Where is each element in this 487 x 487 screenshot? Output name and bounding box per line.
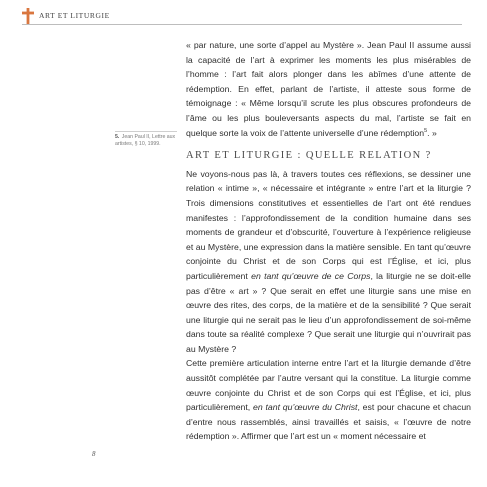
paragraph-2-text-b: , la liturgie ne se doit-elle pas d’être « art » ? Que serait en effet une liturgie sans une mise en œuvre des rites, des corps, de la matière et de la sensibilité ? Que serait une liturgie qui ne serait pas le lieu d’un approfondissement de soi-même dans toute sa réalité complexe ? Que serait une liturgie qui n’ouvrirait pas au Mystère ? — [186, 270, 471, 354]
footnote-text: Jean Paul II, Lettre aux artistes, § 10, 1999. — [115, 134, 176, 147]
paragraph-3-emphasis: en tant qu’œuvre du Christ — [253, 402, 358, 413]
footnote-divider — [115, 131, 177, 132]
side-footnote — [115, 134, 181, 148]
paragraph-1 — [186, 38, 471, 140]
running-header-title: ART ET LITURGIE — [39, 11, 110, 20]
paragraph-2-text-a: Ne voyons-nous pas là, à travers toutes ces réflexions, se dessiner une relation « intime », « nécessaire et intégrante » entre l’art et la liturgie ? Trois dimensions constitutives et essentielles de l’art ont été rendues manifestes : l’approfondissement de la condition humaine dans ses moments de grandeur et d’obscurité, l’ouverture à l’expérience religieuse et au Mystère, une expression dans la matière sensible. En tant qu’œuvre conjointe du Christ et de son Corps qui est l’Église, et ici, plus particulièrement — [186, 168, 471, 281]
paragraph-1-end: . » — [427, 127, 437, 138]
cross-icon — [22, 8, 34, 24]
header-divider — [22, 24, 462, 25]
paragraph-2 — [186, 167, 471, 357]
paragraph-1-text: « par nature, une sorte d’appel au Mystère ». Jean Paul II assume aussi la capacité de l’art à exprimer les moments les plus misérables de l’homme : l’art fait alors plonger dans les abîmes d’une attente de rédemption. En effet, parlant de l’artiste, il atteste sous forme de témoignage : « Même lorsqu’il scrute les plus obscures profondeurs de l’âme ou les plus bouleversants aspects du mal, l’artiste se fait en quelque sorte la voix de l’attente universelle d’une rédemption — [186, 40, 471, 138]
footnote-reference: 5 — [424, 127, 428, 134]
main-text-column — [186, 38, 471, 444]
footnote-number: 5. — [115, 134, 120, 140]
paragraph-3 — [186, 356, 471, 444]
paragraph-3-text-a: Cette première articulation interne entre l’art et la liturgie demande d’être aussitôt complétée par l’autre versant qui la constitue. La liturgie comme œuvre conjointe du Christ et de son Corps qui est l’Église, et ici, plus particulièrement, — [186, 358, 471, 413]
section-heading: ART ET LITURGIE : QUELLE RELATION ? — [186, 150, 432, 162]
running-header — [0, 0, 487, 28]
page-number: 8 — [92, 450, 96, 458]
paragraph-3-text-b: , est pour chacune et chacun d’entre nous rassemblés, ainsi travaillés et saisis, « l’œuvre de notre rédemption ». Affirmer que l’art est un « moment nécessaire et — [186, 402, 471, 442]
paragraph-2-emphasis: en tant qu’œuvre de ce Corps — [251, 270, 371, 281]
